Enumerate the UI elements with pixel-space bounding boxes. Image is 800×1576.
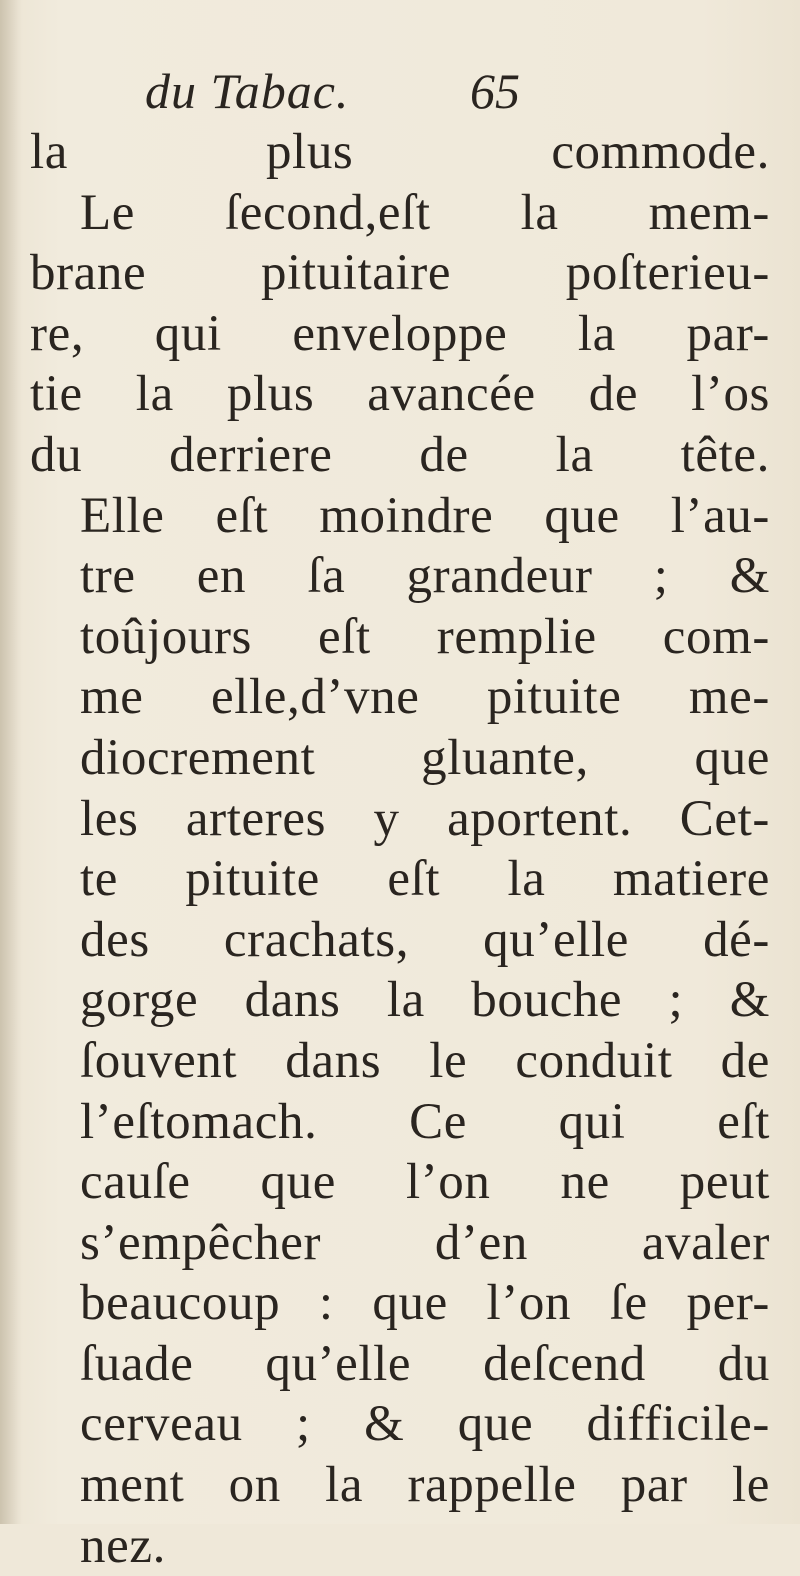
text-line: Elle eſt moindre que l’au- [80,487,770,544]
running-head-title: du Tabac. [145,63,350,119]
text-line: des crachats, qu’elle dé- [80,911,770,968]
text-line: me elle,d’vne pituite me- [80,669,770,726]
text-line: ſouvent dans le conduit de [80,1032,770,1089]
binding-shadow [0,0,22,1524]
text-line: les arteres y aportent. Cet- [80,790,770,847]
text-line: re, qui enveloppe la par- [30,305,770,362]
body-text [30,122,770,1576]
page-number: 65 [470,63,520,119]
text-line: toûjours eſt remplie com- [80,608,770,665]
text-line: la plus commode. [30,124,770,180]
text-line: ment on la rappelle par le [80,1457,770,1514]
text-line: tre en ſa grandeur ; & [80,548,770,605]
text-line: brane pituitaire poſterieu- [30,245,770,302]
text-line: diocrement gluante, que [80,729,770,786]
text-line: cauſe que l’on ne peut [80,1154,770,1211]
text-line: beaucoup : que l’on ſe per- [80,1275,770,1332]
text-line: gorge dans la bouche ; & [80,972,770,1029]
text-line: te pituite eſt la matiere [80,851,770,908]
text-line: nez. [80,1517,166,1574]
text-line: du derriere de la tête. [30,426,770,483]
running-head [0,62,800,122]
text-line: l’eſtomach. Ce qui eſt [80,1093,770,1150]
text-line: cerveau ; & que difficile- [80,1396,770,1453]
text-line: tie la plus avancée de l’os [30,366,770,423]
text-line: ſuade qu’elle deſcend du [80,1335,770,1392]
text-line: Le ſecond,eſt la mem- [80,184,770,241]
text-line: s’empêcher d’en avaler [80,1214,770,1271]
